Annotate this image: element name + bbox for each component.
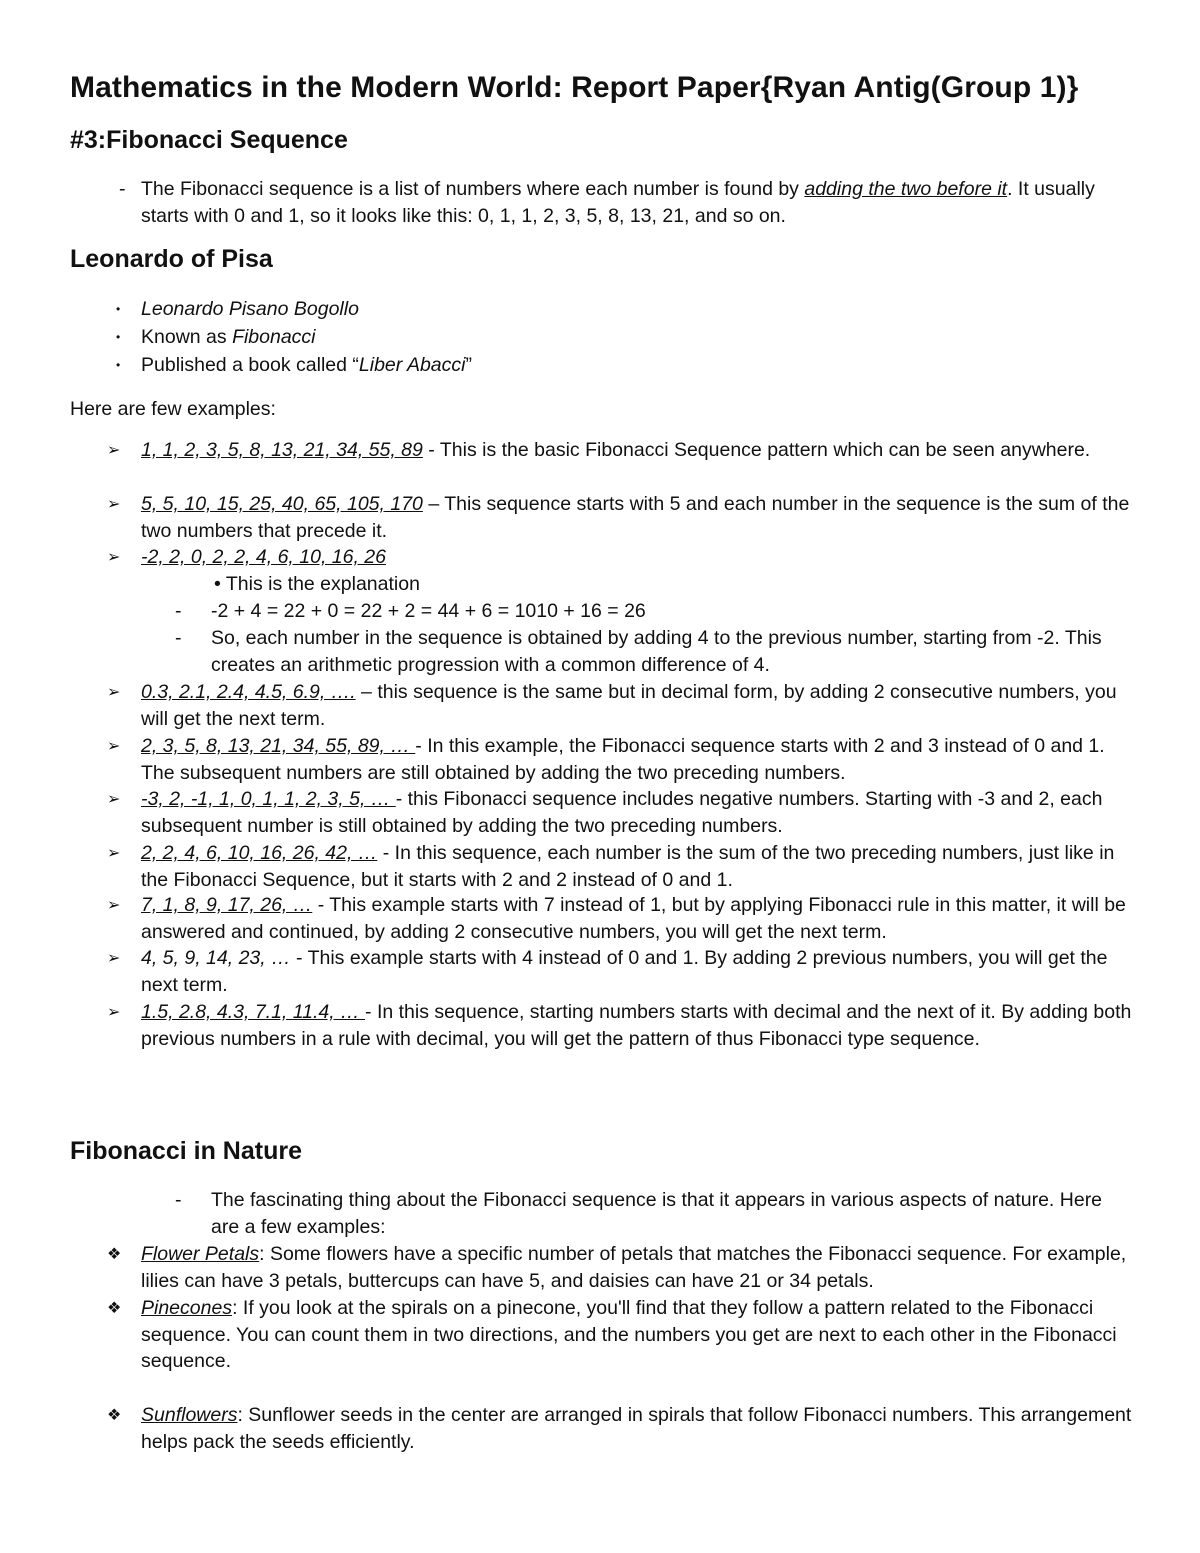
intro-text-b: . It usually starts with 0 and 1, so it looks like this: 0, 1, 1, 2, 3, 5, 8, 13, 21, and so on.: [141, 178, 1095, 227]
arrow-bullet-icon: ➢: [107, 684, 121, 701]
bullet-marker: •: [116, 330, 121, 344]
intro-text-a: The Fibonacci sequence is a list of numbers where each number is found by: [141, 178, 805, 200]
diamond-bullet-icon: ❖: [107, 1407, 122, 1424]
arrow-bullet-icon: ➢: [107, 549, 121, 566]
arrow-bullet-icon: ➢: [107, 950, 121, 967]
example-description: – this sequence is the same but in decimal form, by adding 2 consecutive numbers, you will get the next term.: [141, 681, 1117, 730]
example-item-9: [107, 945, 1141, 998]
nature-item-pinecones: [107, 1295, 1141, 1375]
example-item-6: [107, 786, 1141, 839]
dash-marker: -: [175, 627, 182, 649]
example-item-3: [107, 544, 1141, 571]
example-sequence: 7, 1, 8, 9, 17, 26, …: [141, 894, 313, 916]
published-label: Published a book called “: [141, 354, 359, 376]
example-sequence: -3, 2, -1, 1, 0, 1, 1, 2, 3, 5, …: [141, 788, 396, 810]
arrow-bullet-icon: ➢: [107, 845, 121, 862]
arrow-bullet-icon: ➢: [107, 1004, 121, 1021]
diamond-bullet-icon: ❖: [107, 1300, 122, 1317]
dash-marker: -: [175, 1189, 182, 1211]
example-item-7: [107, 840, 1141, 893]
nature-topic: Flower Petals: [141, 1243, 260, 1265]
leonardo-full-name: Leonardo Pisano Bogollo: [141, 298, 359, 320]
example-description: - In this sequence, each number is the sum of the two preceding numbers, just like in the Fibonacci Sequence, but it starts with 2 and 2 instead of 0 and 1.: [141, 842, 1115, 891]
example-text: [141, 892, 1141, 945]
example-text: [141, 786, 1141, 839]
arrow-bullet-icon: ➢: [107, 738, 121, 755]
document-title: Mathematics in the Modern World: Report Paper{Ryan Antig(Group 1)}: [70, 71, 1079, 104]
example-sequence: 4, 5, 9, 14, 23, …: [141, 947, 291, 969]
example-description: - This is the basic Fibonacci Sequence pattern which can be seen anywhere.: [422, 439, 1091, 461]
explanation-summary: [175, 625, 1131, 678]
dash-marker: -: [175, 600, 182, 622]
dash-marker: -: [119, 178, 126, 200]
example-description: - this Fibonacci sequence includes negative numbers. Starting with -3 and 2, each subsequent number is still obtained by adding the two preceding numbers.: [141, 788, 1103, 837]
example-description: – This sequence starts with 5 and each number in the sequence is the sum of the two numbers that precede it.: [141, 493, 1130, 542]
bullet-marker: •: [116, 358, 121, 372]
arrow-bullet-icon: ➢: [107, 442, 121, 459]
summary-text: So, each number in the sequence is obtained by adding 4 to the previous number, starting from -2. This creates an arithmetic progression with a common difference of 4.: [211, 627, 1102, 676]
nature-text: [141, 1295, 1141, 1375]
example-text: [141, 679, 1141, 732]
equation-text: -2 + 4 = 22 + 0 = 22 + 2 = 44 + 6 = 1010 + 16 = 26: [211, 600, 646, 622]
nature-item-sunflowers: [107, 1402, 1141, 1455]
arrow-bullet-icon: ➢: [107, 496, 121, 513]
example-item-5: [107, 733, 1141, 786]
bullet-marker: •: [116, 302, 121, 316]
leonardo-list: [116, 296, 1041, 380]
example-sequence: -2, 2, 0, 2, 2, 4, 6, 10, 16, 26: [141, 546, 386, 568]
nature-topic: Pinecones: [141, 1297, 233, 1319]
explanation-equation: [175, 598, 1131, 625]
example-sequence: 1, 1, 2, 3, 5, 8, 13, 21, 34, 55, 89: [141, 439, 423, 461]
example-item-1: [107, 437, 1141, 464]
example-item-10: [107, 999, 1141, 1052]
explanation-label: • This is the explanation: [214, 573, 420, 595]
nature-description: : Sunflower seeds in the center are arranged in spirals that follow Fibonacci numbers. This arrangement helps pack the seeds efficiently.: [141, 1404, 1132, 1453]
examples-intro: Here are few examples:: [70, 398, 276, 420]
example-description: - In this sequence, starting numbers starts with decimal and the next of it. By adding both previous numbers in a rule with decimal, you will get the pattern of thus Fibonacci type sequence.: [141, 1001, 1132, 1050]
arrow-bullet-icon: ➢: [107, 791, 121, 808]
heading-leonardo-of-pisa: Leonardo of Pisa: [70, 245, 273, 273]
fibonacci-intro-text: [141, 176, 1141, 229]
heading-fibonacci-sequence: #3:Fibonacci Sequence: [70, 126, 348, 154]
diamond-bullet-icon: ❖: [107, 1246, 122, 1263]
nature-intro: [175, 1187, 1131, 1240]
example-sequence: 2, 2, 4, 6, 10, 16, 26, 42, …: [141, 842, 378, 864]
example-sequence: 2, 3, 5, 8, 13, 21, 34, 55, 89, …: [141, 735, 416, 757]
example-text: [141, 491, 1141, 544]
example-sequence: 5, 5, 10, 15, 25, 40, 65, 105, 170: [141, 493, 423, 515]
nature-item-flower-petals: [107, 1241, 1141, 1294]
example-text: [141, 999, 1141, 1052]
nature-text: [141, 1241, 1141, 1294]
nature-intro-text: The fascinating thing about the Fibonacci sequence is that it appears in various aspects of nature. Here are a few examples:: [211, 1189, 1103, 1238]
fibonacci-intro: [119, 176, 1141, 229]
nature-description: : If you look at the spirals on a pinecone, you'll find that they follow a pattern related to the Fibonacci sequence. You can count them in two directions, and the numbers you get are next to each other in the Fibonacci sequence.: [141, 1297, 1117, 1372]
example-item-2: [107, 491, 1141, 544]
list-item: [116, 296, 1041, 324]
example-text: [141, 733, 1141, 786]
example-text: [141, 544, 1141, 571]
list-item: [116, 324, 1041, 352]
nature-topic: Sunflowers: [141, 1404, 238, 1426]
example-description: - This example starts with 7 instead of 1, but by applying Fibonacci rule in this matter, it will be answered and continued, by adding 2 consecutive numbers, you will get the next term.: [141, 894, 1126, 943]
book-title: Liber Abacci: [358, 354, 466, 376]
example-description: - In this example, the Fibonacci sequence starts with 2 and 3 instead of 0 and 1. The subsequent numbers are still obtained by adding the two preceding numbers.: [141, 735, 1105, 784]
published-close-quote: ”: [465, 354, 472, 376]
arrow-bullet-icon: ➢: [107, 897, 121, 914]
heading-fibonacci-in-nature: Fibonacci in Nature: [70, 1137, 302, 1165]
example-text: [141, 437, 1141, 464]
intro-emphasis: adding the two before it: [804, 178, 1008, 200]
known-as-label: Known as: [141, 326, 233, 348]
known-as-name: Fibonacci: [232, 326, 316, 348]
example-sequence: 1.5, 2.8, 4.3, 7.1, 11.4, …: [141, 1001, 366, 1023]
example-sequence: 0.3, 2.1, 2.4, 4.5, 6.9, ….: [141, 681, 356, 703]
example-item-4: [107, 679, 1141, 732]
example-item-8: [107, 892, 1141, 945]
nature-description: : Some flowers have a specific number of petals that matches the Fibonacci sequence. For example, lilies can have 3 petals, buttercups can have 5, and daisies can have 21 or 34 petals.: [141, 1243, 1127, 1292]
list-item: [116, 352, 1041, 380]
example-description: - This example starts with 4 instead of 0 and 1. By adding 2 previous numbers, you will get the next term.: [141, 947, 1108, 996]
example-text: [141, 945, 1141, 998]
example-text: [141, 840, 1141, 893]
nature-text: [141, 1402, 1141, 1455]
